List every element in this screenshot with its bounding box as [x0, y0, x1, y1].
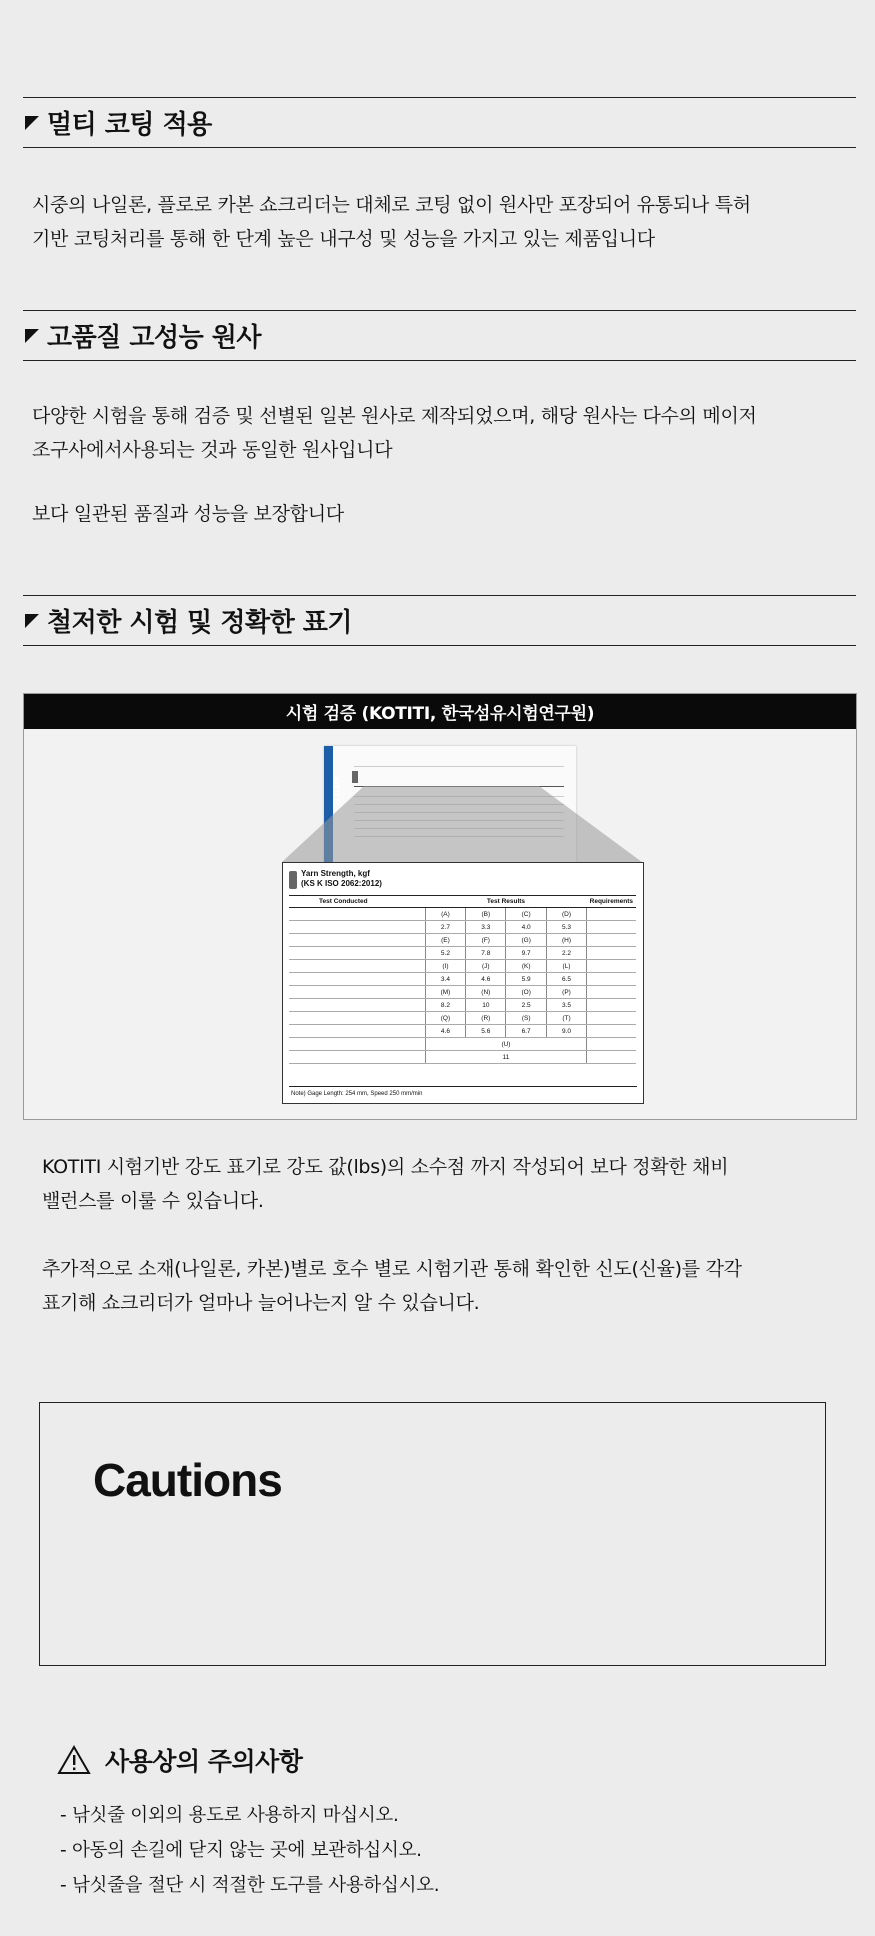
table-row [289, 921, 636, 934]
table-cell: (O) [506, 986, 546, 999]
table-row [289, 908, 636, 921]
table-cell: 2.2 [546, 947, 586, 960]
warning-triangle-icon [57, 1745, 91, 1775]
cautions-box [39, 1402, 826, 1666]
table-cell: 4.6 [425, 1025, 465, 1038]
table-row [289, 1025, 636, 1038]
table-cell: 4.6 [466, 973, 506, 986]
table-cell: 6.5 [546, 973, 586, 986]
paragraph-line: 조구사에서사용되는 것과 동일한 원사입니다 [32, 439, 393, 461]
header-requirements: Requirements [587, 896, 636, 908]
report-note: Note) Gage Length: 254 mm, Speed 250 mm/min [291, 1091, 423, 1097]
table-cell: (L) [546, 960, 586, 973]
paragraph-line: 보다 일관된 품질과 성능을 보장합니다 [32, 503, 344, 525]
paragraph-line: 추가적으로 소재(나일론, 카본)별로 호수 별로 시험기관 통해 확인한 신도(신율)를 각각 [42, 1258, 742, 1280]
table-cell: (N) [466, 986, 506, 999]
table-cell: (D) [546, 908, 586, 921]
table-cell: (M) [425, 986, 465, 999]
table-cell: (A) [425, 908, 465, 921]
header-test-results: Test Results [425, 896, 586, 908]
table-cell: (J) [466, 960, 506, 973]
table-row [289, 986, 636, 999]
table-cell: 3.4 [425, 973, 465, 986]
section-body [32, 399, 852, 531]
table-row [289, 934, 636, 947]
cautions-title: Cautions [93, 1454, 282, 1506]
warning-title: 사용상의 주의사항 [105, 1747, 303, 1776]
table-row [289, 973, 636, 986]
caution-item: - 낚싯줄 이외의 용도로 사용하지 마십시오. [60, 1805, 399, 1826]
warning-header [57, 1742, 302, 1778]
paragraph-line: 다양한 시험을 통해 검증 및 선별된 일본 원사로 제작되었으며, 해당 원사는 다수의 메이저 [32, 405, 757, 427]
section-title: 멀티 코팅 적용 [47, 110, 212, 140]
table-cell: 8.2 [425, 999, 465, 1012]
table-cell: 11 [425, 1051, 586, 1064]
table-row [289, 1012, 636, 1025]
section-body [32, 1150, 852, 1320]
test-report-figure [23, 693, 857, 1120]
table-cell: 4.0 [506, 921, 546, 934]
caution-list [60, 1798, 439, 1903]
paragraph-line: 표기해 쇼크리더가 얼마나 늘어나는지 알 수 있습니다. [42, 1292, 480, 1314]
triangle-marker-icon [25, 116, 39, 130]
table-cell: 9.7 [506, 947, 546, 960]
report-marker [289, 871, 297, 889]
section-header-thorough-testing [23, 595, 856, 646]
caution-item: - 아동의 손길에 닫지 않는 곳에 보관하십시오. [60, 1840, 422, 1861]
table-cell: (R) [466, 1012, 506, 1025]
table-cell: 6.7 [506, 1025, 546, 1038]
table-cell: (S) [506, 1012, 546, 1025]
table-cell: (U) [425, 1038, 586, 1051]
table-cell: (T) [546, 1012, 586, 1025]
section-header-high-quality-yarn [23, 310, 856, 361]
table-row [289, 960, 636, 973]
table-cell: (C) [506, 908, 546, 921]
table-row [289, 947, 636, 960]
table-cell: 5.3 [546, 921, 586, 934]
section-title: 고품질 고성능 원사 [47, 323, 262, 353]
report-zoomed-table [282, 862, 644, 1104]
section-header-multi-coating [23, 97, 856, 148]
paragraph-line: KOTITI 시험기반 강도 표기로 강도 값(lbs)의 소수점 까지 작성되어 보다 정확한 채비 [42, 1156, 729, 1178]
table-cell: 2.7 [425, 921, 465, 934]
triangle-marker-icon [25, 329, 39, 343]
table-cell: (H) [546, 934, 586, 947]
header-test-conducted: Test Conducted [289, 896, 425, 908]
table-cell: 2.5 [506, 999, 546, 1012]
table-cell: 10 [466, 999, 506, 1012]
table-cell: 5.9 [506, 973, 546, 986]
table-cell: 9.0 [546, 1025, 586, 1038]
table-cell: (I) [425, 960, 465, 973]
report-title: Yarn Strength, kgf (KS K ISO 2062:2012) [301, 869, 382, 888]
table-cell: (F) [466, 934, 506, 947]
table-end-rule [289, 1086, 637, 1087]
table-cell: 5.2 [425, 947, 465, 960]
section-body [32, 188, 852, 256]
table-row [289, 1038, 636, 1051]
figure-title-bar: 시험 검증 (KOTITI, 한국섬유시험연구원) [24, 694, 856, 729]
table-row [289, 1051, 636, 1064]
paragraph-line: 시중의 나일론, 플로로 카본 쇼크리더는 대체로 코팅 없이 원사만 포장되어 유통되나 특허 [32, 194, 751, 216]
table-cell: 3.3 [466, 921, 506, 934]
table-cell: 3.5 [546, 999, 586, 1012]
table-cell: (K) [506, 960, 546, 973]
caution-item: - 낚싯줄을 절단 시 적절한 도구를 사용하십시오. [60, 1875, 440, 1896]
table-cell: (P) [546, 986, 586, 999]
paragraph-line: 밸런스를 이룰 수 있습니다. [42, 1190, 264, 1212]
table-cell: (B) [466, 908, 506, 921]
section-title: 철저한 시험 및 정확한 표기 [47, 608, 352, 638]
table-cell: (E) [425, 934, 465, 947]
table-cell: (Q) [425, 1012, 465, 1025]
table-cell: 7.8 [466, 947, 506, 960]
table-cell: (G) [506, 934, 546, 947]
triangle-marker-icon [25, 614, 39, 628]
report-table [289, 895, 636, 1064]
kotiti-logo: KOTITI [331, 775, 341, 806]
table-cell: 5.6 [466, 1025, 506, 1038]
table-row [289, 999, 636, 1012]
paragraph-line: 기반 코팅처리를 통해 한 단계 높은 내구성 및 성능을 가지고 있는 제품입니다 [32, 228, 655, 250]
